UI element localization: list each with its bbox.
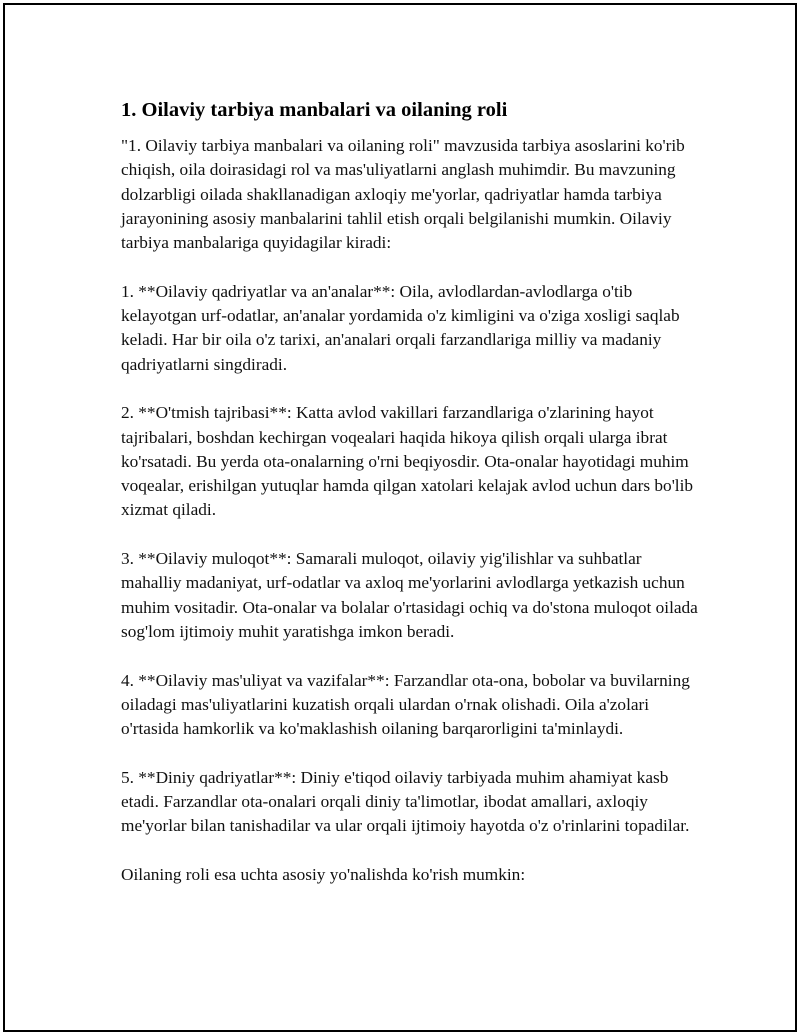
paragraph-family-communication: 3. **Oilaviy muloqot**: Samarali muloqot, oilaviy yig'ilishlar va suhbatlar mahalliy madaniyat, urf-odatlar va axloq me'yorlarini avlodlarga yetkazish uchun muhim vositadir. Ota-onalar va bolalar o'rtasidagi ochiq va do'stona muloqot oilada sog'lom ijtimoiy muhit yaratishga imkon beradi. <box>121 549 698 641</box>
paragraph-past-experience: 2. **O'tmish tajribasi**: Katta avlod vakillari farzandlariga o'zlarining hayot tajribalari, boshdan kechirgan voqealari haqida hikoya qilish orqali ularga ibrat ko'rsatadi. Bu yerda ota-onalarning o'rni beqiyosdir. Ota-onalar hayotidagi muhim voqealar, erishilgan yutuqlar hamda qilgan xatolari kelajak avlod uchun dars bo'lib xizmat qiladi. <box>121 403 694 520</box>
document-title: 1. Oilaviy tarbiya manbalari va oilaning roli <box>121 99 508 121</box>
paragraph-family-responsibility: 4. **Oilaviy mas'uliyat va vazifalar**: Farzandlar ota-ona, bobolar va buvilarning oiladagi mas'uliyatlarini kuzatish orqali ulardan o'rnak olishadi. Oila a'zolari o'rtasida hamkorlik va ko'maklashish oilaning barqarorligini ta'minlaydi. <box>121 670 690 739</box>
paragraph-family-role: Oilaning roli esa uchta asosiy yo'nalishda ko'rish mumkin: <box>121 864 526 884</box>
document-body <box>121 97 701 912</box>
paragraph-religious-values: 5. **Diniy qadriyatlar**: Diniy e'tiqod oilaviy tarbiyada muhim ahamiyat kasb etadi. Farzandlar ota-onalari orqali diniy ta'limotlar, ibodat amallari, axloqiy me'yorlar bilan tanishadilar va ular orqali ijtimoiy hayotda o'z o'rinlarini topadilar. <box>121 767 690 836</box>
intro-paragraph: "1. Oilaviy tarbiya manbalari va oilaning roli" mavzusida tarbiya asoslarini ko'rib chiqish, oila doirasidagi rol va mas'uliyatlarni anglash muhimdir. Bu mavzuning dolzarbligi oilada shakllanadigan axloqiy me'yorlar, qadriyatlar hamda tarbiya jarayonining asosiy manbalarini tahlil etish orqali belgilanishi mumkin. Oilaviy tarbiya manbalariga quyidagilar kiradi: <box>121 136 685 253</box>
page-frame <box>3 3 797 1032</box>
paragraph-family-values: 1. **Oilaviy qadriyatlar va an'analar**: Oila, avlodlardan-avlodlarga o'tib kelayotgan urf-odatlar, an'analar yordamida o'z kimligini va o'ziga xosligi saqlab keladi. Har bir oila o'z tarixi, an'analari orqali farzandlariga milliy va madaniy qadriyatlarni singdiradi. <box>121 281 680 374</box>
